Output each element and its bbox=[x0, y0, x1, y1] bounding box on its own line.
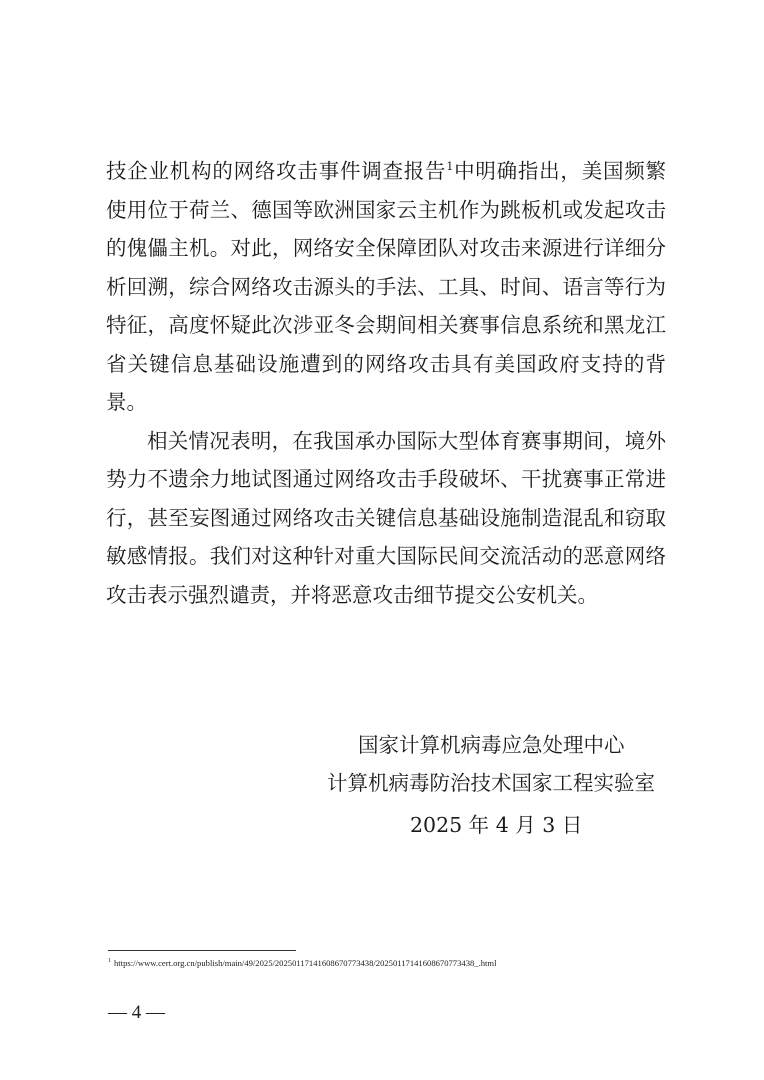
signature-date: 2025 年 4 月 3 日 bbox=[410, 813, 583, 837]
body-line-2: 使用位于荷兰、德国等欧洲国家云主机作为跳板机或发起攻击 bbox=[106, 197, 666, 222]
body-line-12: 攻击表示强烈谴责，并将恶意攻击细节提交公安机关。 bbox=[106, 582, 598, 607]
body-line-10: 行，甚至妄图通过网络攻击关键信息基础设施制造混乱和窃取 bbox=[106, 505, 666, 530]
line-1-pre: 技企业机构的网络攻击事件调查报告 bbox=[106, 159, 447, 183]
body-line-4: 析回溯，综合网络攻击源头的手法、工具、时间、语言等行为 bbox=[106, 274, 666, 299]
line-1-post: 中明确指出，美国频繁 bbox=[453, 159, 667, 183]
body-line-11: 敏感情报。我们对这种针对重大国际民间交流活动的恶意网络 bbox=[106, 544, 666, 568]
footnote-url[interactable]: https://www.cert.org.cn/publish/main/49/2025/20250117141608670773438/20250117141608670773438_.html bbox=[114, 958, 497, 968]
body-line-1 bbox=[106, 152, 666, 191]
footnote bbox=[108, 958, 497, 968]
body-text bbox=[106, 152, 666, 614]
body-line-9: 势力不遗余力地试图通过网络攻击手段破坏、干扰赛事正常进 bbox=[106, 467, 666, 491]
signature-organization-2: 计算机病毒防治技术国家工程实验室 bbox=[327, 771, 655, 795]
body-line-7: 景。 bbox=[106, 390, 147, 414]
signature-organization-1: 国家计算机病毒应急处理中心 bbox=[358, 733, 625, 757]
body-line-5: 特征，高度怀疑此次涉亚冬会期间相关赛事信息系统和黑龙江 bbox=[106, 313, 666, 337]
footnote-marker: 1 bbox=[108, 958, 111, 965]
body-line-6: 省关键信息基础设施遭到的网络攻击具有美国政府支持的背 bbox=[106, 351, 666, 376]
body-line-3: 的傀儡主机。对此，网络安全保障团队对攻击来源进行详细分 bbox=[106, 236, 666, 260]
footnote-reference[interactable]: 1 bbox=[446, 160, 454, 174]
page-number: — 4 — bbox=[108, 1002, 165, 1023]
body-line-8: 相关情况表明，在我国承办国际大型体育赛事期间，境外 bbox=[147, 428, 666, 453]
footnote-separator bbox=[108, 950, 296, 951]
